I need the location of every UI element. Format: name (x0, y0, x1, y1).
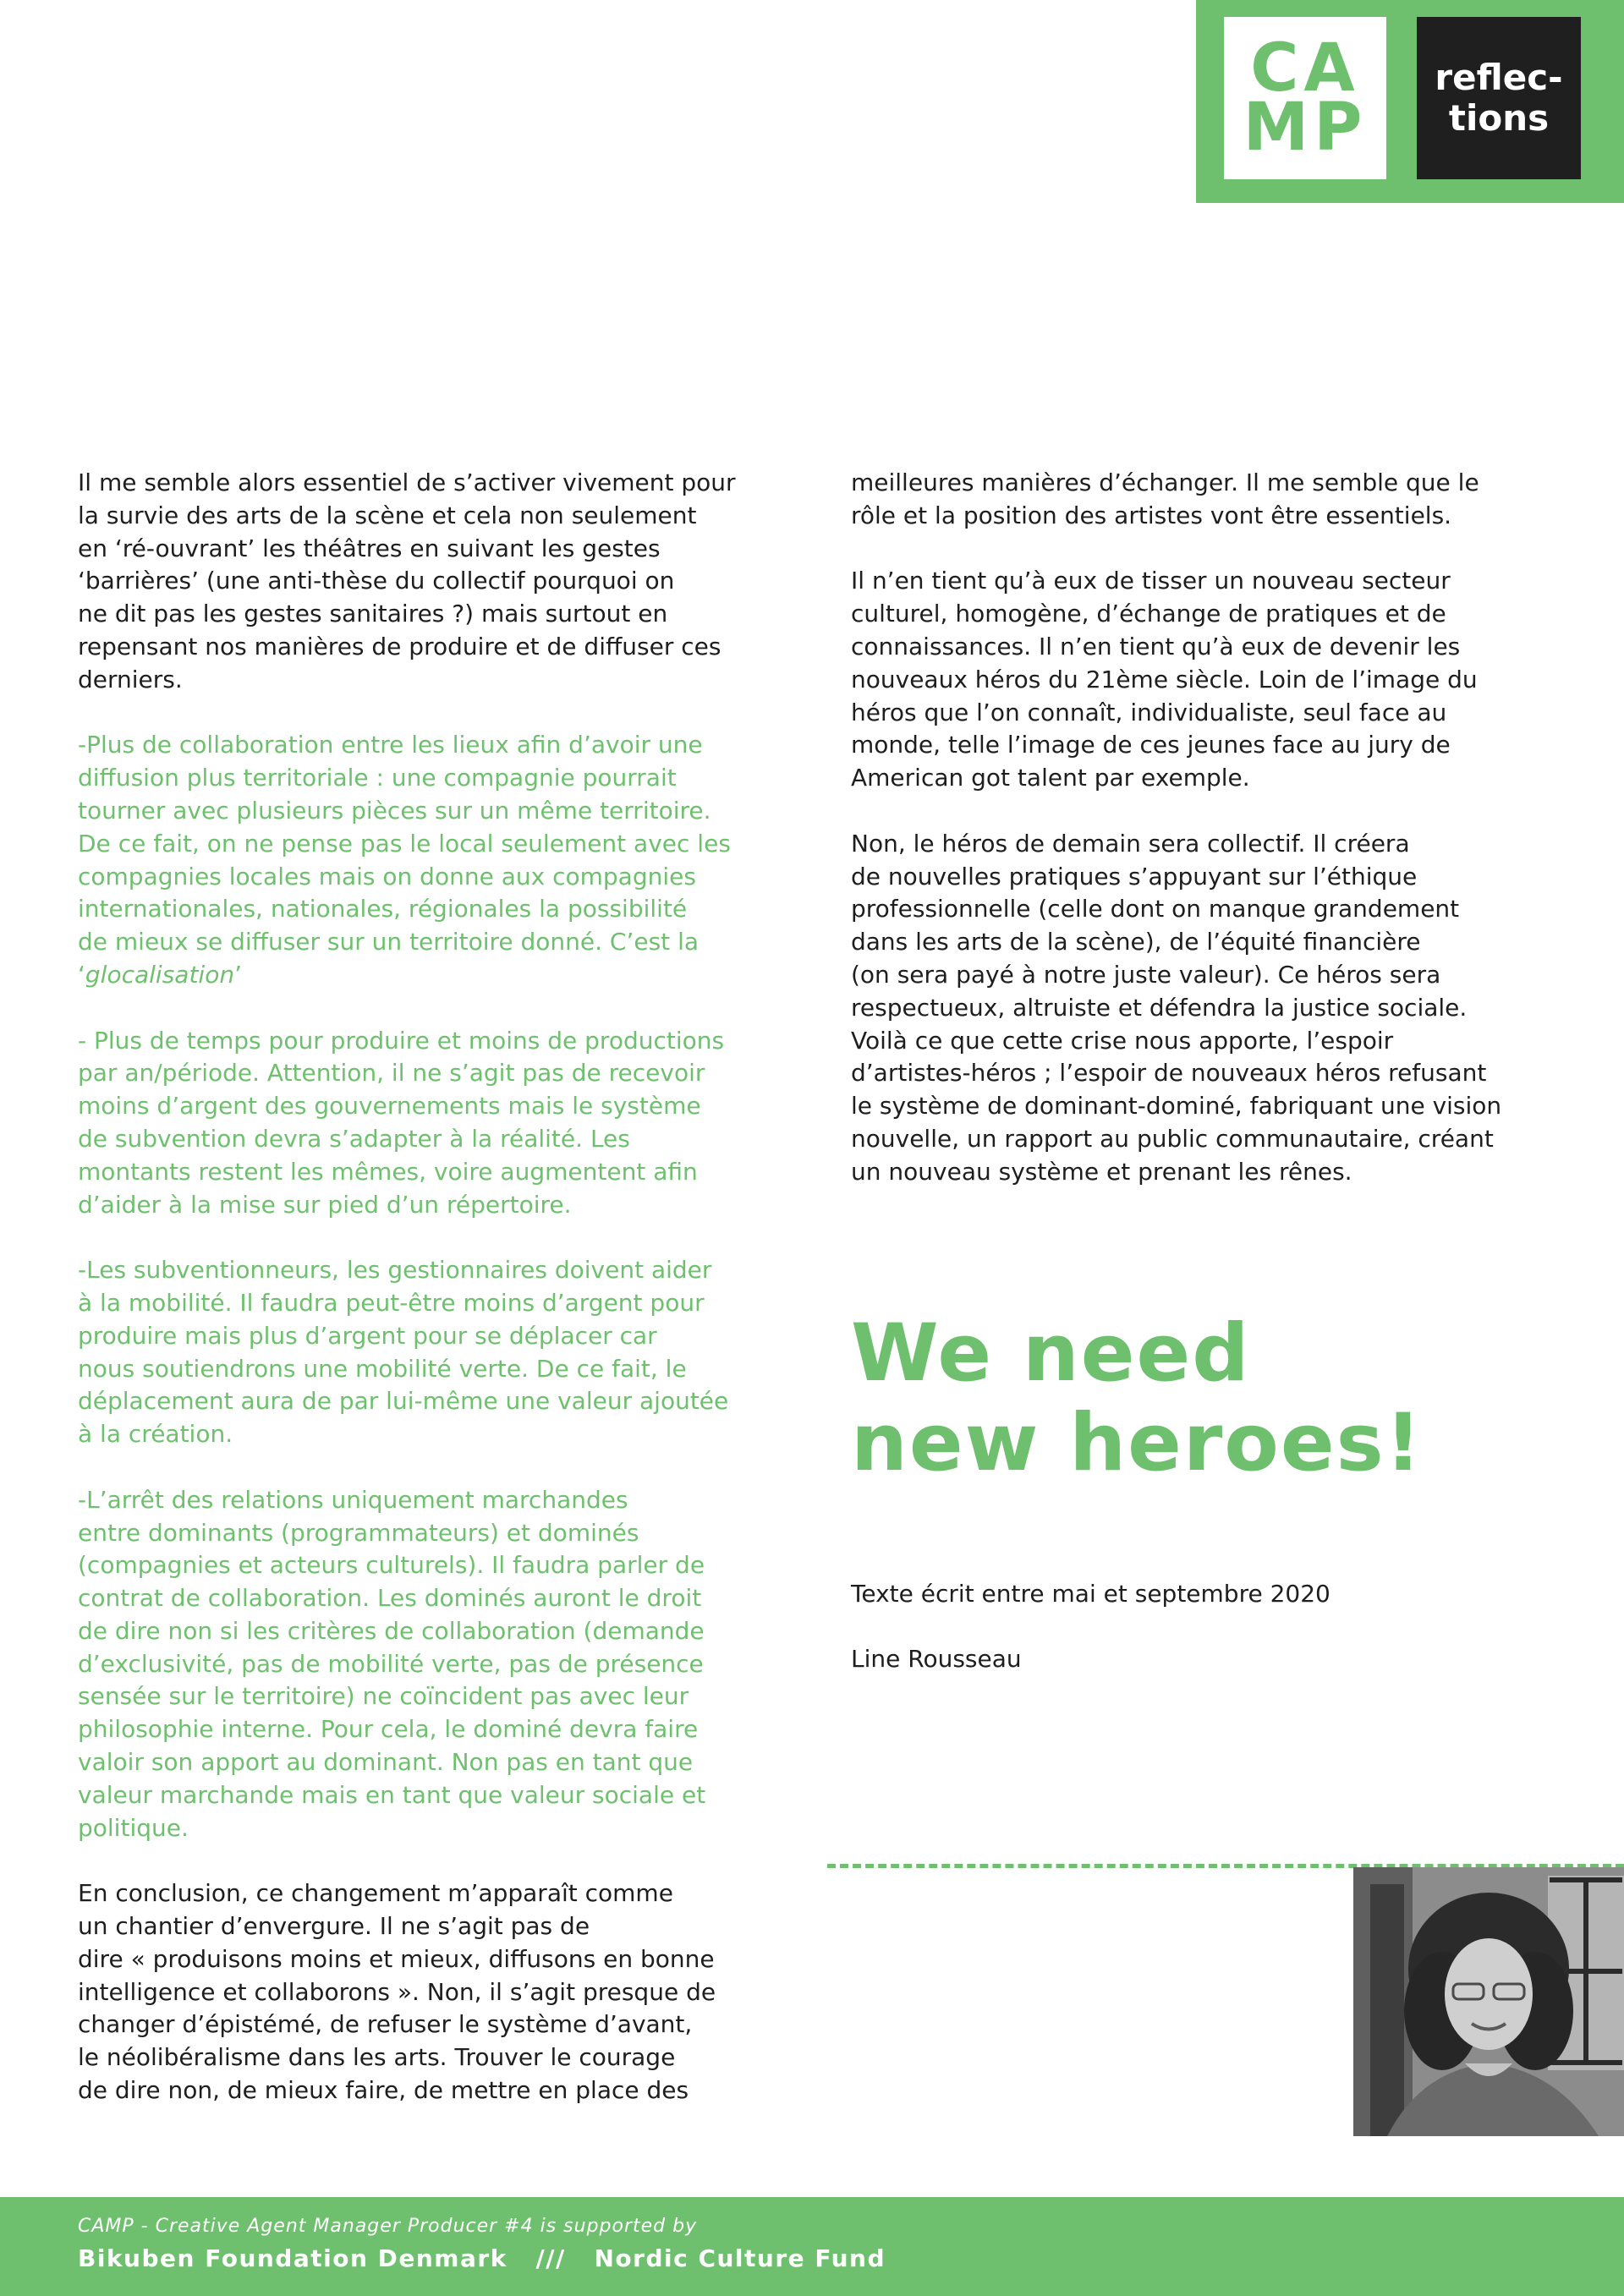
sponsor-footer (0, 2197, 1624, 2296)
conclusion-paragraph: En conclusion, ce changement m’apparaît comme un chantier d’envergure. Il ne s’agit pas de dire « produisons moins et mieux, diffusons en bonne intelligence et collaborons ». Non, il s’agit presque de changer d’épistémé, de refuser le système d’avant, le néolibéralisme dans les arts. Trouver le courage de dire non, de mieux faire, de mettre en place des (78, 1879, 716, 2105)
credit-date: Texte écrit entre mai et septembre 2020 (851, 1579, 1330, 1608)
portrait-image (1353, 1867, 1624, 2136)
proposal-collaboration-end: ’ (234, 960, 242, 989)
proposal-relations-paragraph: -L’arrêt des relations uniquement marchandes entre dominants (programmateurs) et dominés (compagnies et acteurs culturels). Il faudra parler de contrat de collaboration. Les dominés auront le droit de dire non si les critères de collaboration (demande d’exclusivité, pas de mobilité verte, pas de présence sensée sur le territoire) ne coïncident pas avec leur philosophie interne. Pour cela, le dominé devra faire valoir son apport au dominant. Non pas en tant que valeur marchande mais en tant que valeur sociale et politique. (78, 1485, 706, 1842)
intro-paragraph: Il me semble alors essentiel de s’activer vivement pour la survie des arts de la scène et cela non seulement en ‘ré-ouvrant’ les théâtres en suivant les gestes ‘barrières’ (une anti-thèse du collectif pourquoi on ne dit pas les gestes sanitaires ?) mais surtout en repensant nos manières de produire et de diffuser ces derniers. (78, 469, 736, 693)
author-photo (1353, 1867, 1624, 2136)
right-paragraph-3: Non, le héros de demain sera collectif. Il créera de nouvelles pratiques s’appuyant sur l’éthique professionnelle (celle dont on manque grandement dans les arts de la scène), de l’équité financière (on sera payé à notre juste valeur). Ce héros sera respectueux, altruiste et défendra la justice sociale. Voilà ce que cette crise nous apporte, l’espoir d’artistes-héros ; l’espoir de nouveaux héros refusant le système de dominant-dominé, fabriquant une vision nouvelle, un rapport au public communautaire, créant un nouveau système et prenant les rênes. (851, 829, 1502, 1186)
camp-logo-line2: MP (1243, 90, 1368, 166)
right-paragraph-1: meilleures manières d’échanger. Il me semble que le rôle et la position des artistes vont être essentiels. (851, 469, 1479, 529)
proposal-time-paragraph: - Plus de temps pour produire et moins de productions par an/période. Attention, il ne s’agit pas de recevoir moins d’argent des gouvernements mais le système de subvention devra s’adapter à la réalité. Les montants restent les mêmes, voire augmentent afin d’aider à la mise sur pied d’un répertoire. (78, 1026, 725, 1219)
headline: We need new heroes! (851, 1307, 1424, 1489)
footer-support-text: CAMP - Creative Agent Manager Producer #4 is supported by (78, 2216, 698, 2237)
author-credit (851, 1545, 1528, 1709)
credit-author: Line Rousseau (851, 1645, 1022, 1674)
camp-logo (1224, 17, 1386, 179)
reflections-logo-line1: reflec- (1435, 57, 1563, 98)
camp-logo-line1: CA (1250, 30, 1360, 107)
footer-sponsors: Bikuben Foundation Denmark /// Nordic Culture Fund (78, 2244, 886, 2272)
right-paragraph-2: Il n’en tient qu’à eux de tisser un nouveau secteur culturel, homogène, d’échange de pratiques et de connaissances. Il n’en tient qu’à eux de devenir les nouveaux héros du 21ème siècle. Loin de l’image du héros que l’on connaît, individualiste, seul face au monde, telle l’image de ces jeunes face au jury de American got talent par exemple. (851, 567, 1478, 792)
proposal-collaboration-text: -Plus de collaboration entre les lieux afin d’avoir une diffusion plus territoriale : une compagnie pourrait tourner avec plusieurs pièces sur un même territoire. De ce fait, on ne pense pas le local seulement avec les compagnies locales mais on donne aux compagnies internationales, nationales, régionales la possibilité de mieux se diffuser sur un territoire donné. C’est la ‘ (78, 731, 731, 989)
reflections-logo-line2: tions (1448, 97, 1550, 139)
left-column (78, 467, 780, 2107)
right-column (851, 467, 1570, 1189)
proposal-collaboration-paragraph (78, 729, 780, 991)
glocalisation-term: glocalisation (85, 960, 235, 989)
proposal-mobility-paragraph: -Les subventionneurs, les gestionnaires doivent aider à la mobilité. Il faudra peut-être moins d’argent pour produire mais plus d’argent pour se déplacer car nous soutiendrons une mobilité verte. De ce fait, le déplacement aura de par lui-même une valeur ajoutée à la création. (78, 1256, 729, 1449)
reflections-logo (1417, 17, 1581, 179)
